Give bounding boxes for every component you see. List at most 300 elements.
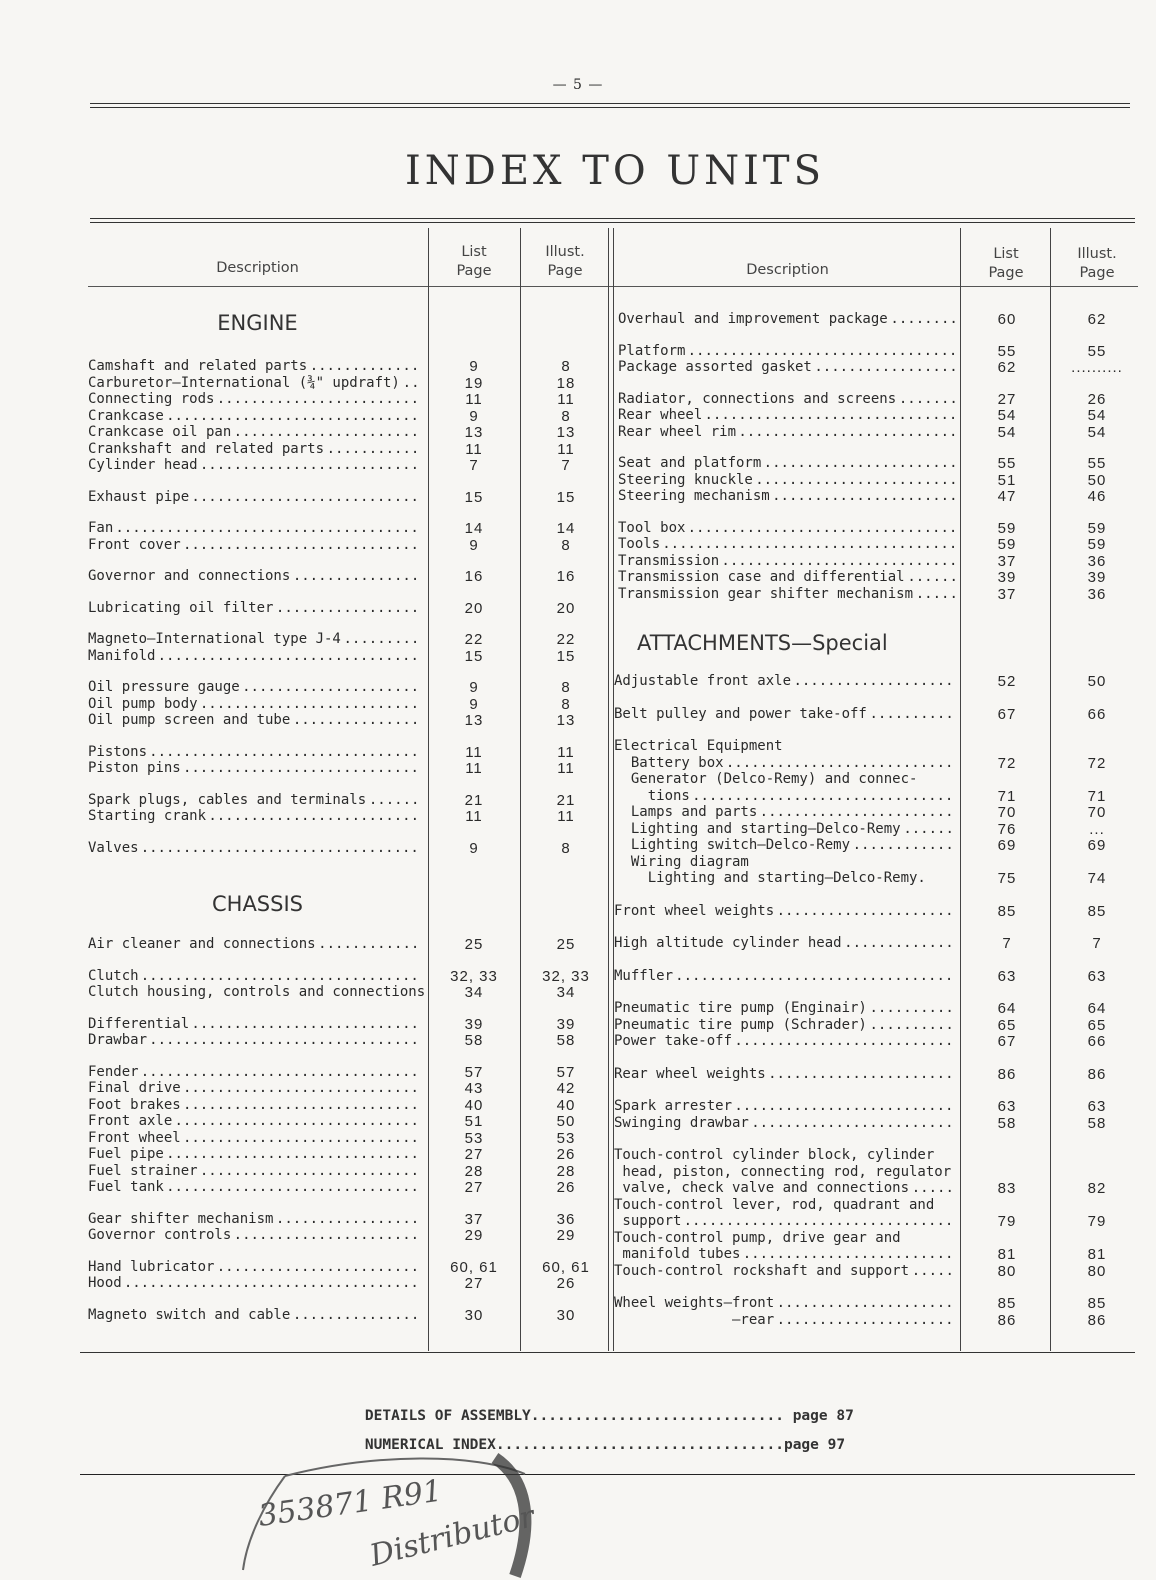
- illust-page-value: 36: [1087, 585, 1107, 603]
- dot-leader: ...............: [292, 712, 420, 728]
- list-page-value: 25: [464, 936, 484, 953]
- dot-leader: .................................: [140, 839, 419, 856]
- index-entry: [88, 760, 618, 777]
- index-entry: [88, 424, 618, 441]
- illust-page-value: 80: [1087, 1262, 1107, 1280]
- dot-leader: ...............: [292, 568, 420, 584]
- entry-description: Pistons: [88, 743, 148, 760]
- entry-description: Lubricating oil filter: [88, 599, 274, 616]
- index-entry: [88, 631, 618, 648]
- list-page-value: 72: [997, 754, 1017, 772]
- index-entry: [88, 1227, 618, 1244]
- index-entry: [88, 1307, 618, 1324]
- list-page-value: 40: [464, 1096, 484, 1114]
- illust-page-value: 82: [1087, 1180, 1107, 1197]
- dot-leader: .................................: [140, 967, 419, 984]
- illust-page-value: 15: [556, 647, 576, 665]
- list-page-value: 63: [997, 967, 1017, 985]
- dot-leader: ......................: [233, 424, 420, 440]
- illust-page-value: 59: [1087, 519, 1107, 537]
- dot-leader: ............: [852, 837, 954, 853]
- list-page-value: 32, 33: [450, 967, 498, 985]
- illust-page-value: 86: [1087, 1065, 1107, 1083]
- entry-description: Lighting switch—Delco-Remy: [614, 837, 851, 853]
- index-entry: [88, 1163, 618, 1180]
- dot-leader: .....................: [776, 902, 954, 919]
- list-page-value: 67: [997, 705, 1017, 723]
- list-page-value: 39: [997, 569, 1017, 586]
- entry-description: Lamps and parts: [614, 804, 758, 820]
- dot-leader: ..........: [869, 1016, 954, 1033]
- illust-page-value: 13: [556, 712, 576, 729]
- illust-page-value: 64: [1087, 1000, 1107, 1017]
- index-entry: [88, 457, 618, 474]
- illust-page-value: 15: [556, 488, 576, 506]
- dot-leader: ................................: [149, 1032, 419, 1048]
- entry-description: Pneumatic tire pump (Enginair): [614, 1000, 867, 1016]
- entry-description: Valves: [88, 839, 139, 856]
- illust-page-value: 8: [561, 839, 571, 857]
- illust-page-value: 57: [556, 1063, 576, 1081]
- entry-description: Tool box: [618, 519, 686, 536]
- entry-description: Spark arrester: [614, 1098, 733, 1114]
- index-entry: [618, 553, 1138, 570]
- illust-page-value: ...: [1089, 820, 1105, 838]
- list-page-value: 53: [464, 1129, 484, 1147]
- dot-leader: ...........................: [191, 488, 419, 505]
- dot-leader: .............................: [174, 1113, 419, 1129]
- dot-leader: .........: [343, 631, 420, 647]
- illust-page-value: 69: [1087, 837, 1107, 854]
- entry-description: tions: [614, 787, 690, 804]
- dot-leader: .......: [898, 390, 958, 407]
- entry-description: Lighting and starting—Delco-Remy.: [614, 870, 926, 886]
- list-page-value: 22: [464, 631, 484, 648]
- illust-page-value: 29: [556, 1227, 576, 1244]
- index-entry: [618, 536, 1138, 553]
- list-page-value: 71: [997, 787, 1017, 805]
- entry-description: Seat and platform: [618, 455, 762, 471]
- list-page-value: 13: [464, 424, 484, 441]
- dot-leader: ..............................: [166, 1146, 419, 1162]
- list-page-value: 37: [997, 585, 1017, 603]
- index-entry: [614, 1000, 1138, 1017]
- table-bottom-rule: [80, 1352, 1135, 1353]
- index-entry: [614, 1147, 1138, 1164]
- list-page-value: 15: [464, 647, 484, 665]
- list-page-value: 20: [464, 599, 484, 617]
- index-entry: [88, 1032, 618, 1049]
- entry-description: Electrical Equipment: [614, 738, 783, 754]
- illust-page-value: 26: [556, 1275, 576, 1292]
- entry-description: Lighting and starting—Delco-Remy: [614, 820, 901, 837]
- illust-page-value: 28: [556, 1162, 576, 1180]
- illust-page-value: 26: [556, 1146, 576, 1163]
- entry-description: Touch-control lever, rod, quadrant and: [614, 1196, 935, 1213]
- entry-description: Touch-control pump, drive gear and: [614, 1229, 901, 1246]
- entry-description: Fuel pipe: [88, 1146, 164, 1162]
- index-entry: [614, 837, 1138, 854]
- entry-description: Air cleaner and connections: [88, 936, 316, 952]
- index-entry: [618, 407, 1138, 424]
- entry-description: valve, check valve and connections: [614, 1180, 910, 1196]
- entry-description: Exhaust pipe: [88, 488, 190, 505]
- dot-leader: ............................: [721, 552, 958, 569]
- dot-leader: ......................: [233, 1227, 420, 1243]
- list-page-value: 27: [464, 1275, 484, 1292]
- entry-description: Touch-control rockshaft and support: [614, 1262, 910, 1279]
- list-page-value: 27: [464, 1179, 484, 1196]
- entry-description: support: [614, 1213, 682, 1229]
- dot-leader: ........................: [216, 391, 420, 407]
- index-entry: [88, 408, 618, 425]
- dot-leader: .....................: [776, 1311, 954, 1328]
- entry-description: Crankcase oil pan: [88, 424, 232, 440]
- section-heading-engine: ENGINE: [217, 311, 298, 335]
- index-entry: [614, 968, 1138, 985]
- entry-description: Overhaul and improvement package: [618, 311, 888, 327]
- entry-description: Magneto switch and cable: [88, 1306, 291, 1323]
- index-entry: [88, 712, 618, 729]
- index-entry: [88, 1080, 618, 1097]
- dot-leader: ...................................: [123, 1275, 419, 1291]
- entry-description: Starting crank: [88, 808, 207, 824]
- dot-leader: ...............................: [157, 647, 419, 664]
- illust-page-value: 46: [1087, 488, 1107, 505]
- table-top-rule: [90, 218, 1135, 219]
- list-page-value: 55: [997, 455, 1017, 472]
- dot-leader: .....: [915, 585, 958, 602]
- entry-description: Gear shifter mechanism: [88, 1210, 274, 1227]
- dot-leader: ....................................: [115, 520, 419, 536]
- entry-description: Transmission case and differential: [618, 569, 905, 585]
- entry-description: Touch-control cylinder block, cylinder: [614, 1147, 935, 1163]
- list-page-value: 85: [997, 1295, 1017, 1312]
- table-top-rule-2: [90, 222, 1135, 223]
- svg-text:Distributor: Distributor: [366, 1499, 538, 1574]
- entry-description: Wheel weights—front: [614, 1295, 775, 1311]
- illust-page-value: 55: [1087, 342, 1107, 360]
- illust-page-value: 8: [561, 407, 571, 425]
- index-entry: [614, 788, 1138, 805]
- entry-description: Rear wheel rim: [618, 423, 737, 440]
- entry-description: Crankshaft and related parts: [88, 440, 325, 457]
- illust-page-value: 34: [556, 984, 576, 1001]
- header-list-page: List Page: [988, 246, 1024, 281]
- list-page-value: 86: [997, 1311, 1017, 1329]
- index-entry: [88, 1179, 618, 1196]
- index-entry: [614, 1017, 1138, 1034]
- list-page-value: 7: [1002, 935, 1012, 952]
- illust-page-value: 40: [556, 1096, 576, 1114]
- illust-page-value: 63: [1087, 1098, 1107, 1115]
- list-page-value: 14: [464, 520, 484, 537]
- list-page-value: 54: [997, 423, 1017, 441]
- index-entry: [614, 738, 1138, 755]
- list-page-value: 30: [464, 1306, 484, 1324]
- list-page-value: 62: [997, 359, 1017, 376]
- illust-page-value: 66: [1087, 705, 1107, 723]
- list-page-value: 51: [997, 471, 1017, 489]
- illust-page-value: 18: [556, 374, 576, 392]
- index-entry: [618, 343, 1138, 360]
- dot-leader: ........................: [751, 1114, 954, 1131]
- dot-leader: ..........: [869, 1000, 954, 1016]
- illust-page-value: 8: [561, 679, 571, 696]
- illust-page-value: 7: [1092, 935, 1102, 952]
- entry-description: Belt pulley and power take-off: [614, 705, 867, 722]
- illust-page-value: 70: [1087, 804, 1107, 821]
- illust-page-value: 11: [557, 440, 575, 458]
- dot-leader: ...............: [292, 1306, 420, 1323]
- illust-page-value: 30: [556, 1306, 576, 1324]
- index-entry: [88, 808, 618, 825]
- list-page-value: 11: [465, 760, 483, 777]
- index-entry: [88, 1211, 618, 1228]
- index-entry: [88, 984, 618, 1001]
- entry-description: Front wheel: [88, 1129, 181, 1146]
- index-entry: [88, 936, 618, 953]
- entry-description: Clutch: [88, 967, 139, 984]
- index-entry: [614, 1213, 1138, 1230]
- index-entry: [618, 455, 1138, 472]
- index-entry: [88, 679, 618, 696]
- list-page-value: 11: [465, 391, 483, 408]
- dot-leader: ........................: [755, 471, 958, 488]
- dot-leader: ..............................: [704, 407, 958, 423]
- dot-leader: ................................: [687, 519, 958, 536]
- dot-leader: .................: [275, 1210, 420, 1227]
- entry-description: Governor controls: [88, 1227, 232, 1243]
- dot-leader: ...................: [793, 673, 954, 689]
- list-page-value: 34: [464, 984, 484, 1001]
- illust-page-value: 79: [1087, 1213, 1107, 1230]
- index-entry: [618, 488, 1138, 505]
- list-page-value: 69: [997, 837, 1017, 854]
- illust-page-value: 50: [556, 1113, 576, 1130]
- illust-page-value: 81: [1087, 1246, 1107, 1263]
- list-page-value: 43: [464, 1080, 484, 1097]
- illust-page-value: 66: [1087, 1033, 1107, 1050]
- list-page-value: 51: [464, 1113, 484, 1130]
- entry-description: Crankcase: [88, 407, 164, 424]
- dot-leader: ..........................: [734, 1033, 954, 1049]
- illust-page-value: 11: [557, 391, 575, 408]
- index-entry: [614, 935, 1138, 952]
- header-list-page: List Page: [456, 244, 492, 279]
- index-entry: [614, 771, 1138, 788]
- index-entry: [618, 311, 1138, 328]
- dot-leader: ......................: [772, 488, 958, 504]
- illust-page-value: 85: [1087, 902, 1107, 920]
- entry-description: Generator (Delco-Remy) and connec-: [614, 771, 918, 787]
- illust-page-value: 14: [556, 520, 576, 537]
- illust-page-value: 58: [1087, 1114, 1107, 1132]
- entry-description: Oil pump body: [88, 695, 198, 712]
- illust-page-value: 16: [556, 568, 576, 585]
- list-page-value: 13: [464, 712, 484, 729]
- header-illust-page: Illust. Page: [545, 244, 585, 279]
- entry-description: head, piston, connecting rod, regulator: [614, 1163, 952, 1180]
- entry-description: Tools: [618, 536, 661, 552]
- illust-page-value: 60, 61: [542, 1258, 590, 1276]
- index-entry: [614, 1033, 1138, 1050]
- list-page-value: 11: [465, 743, 483, 761]
- list-page-value: 67: [997, 1033, 1017, 1050]
- index-entry: [614, 1312, 1138, 1329]
- handwritten-annotation: [225, 1448, 545, 1580]
- illust-page-value: 42: [556, 1080, 576, 1097]
- list-page-value: 27: [464, 1146, 484, 1163]
- list-page-value: 54: [997, 407, 1017, 424]
- entry-description: Transmission gear shifter mechanism: [618, 585, 914, 602]
- footer-line: NUMERICAL INDEX.................................page 97: [364, 1437, 846, 1453]
- illust-page-value: 7: [561, 457, 571, 474]
- dot-leader: ...........: [326, 440, 420, 457]
- index-entry: [88, 441, 618, 458]
- entry-description: Oil pressure gauge: [88, 679, 240, 695]
- entry-description: Clutch housing, controls and connections: [88, 984, 426, 1000]
- dot-leader: .....................: [242, 679, 420, 695]
- illust-page-value: 63: [1087, 967, 1107, 985]
- index-entry: [88, 600, 618, 617]
- illust-page-value: 26: [556, 1179, 576, 1196]
- index-entry: [614, 1098, 1138, 1115]
- entry-description: Rear wheel weights: [614, 1065, 766, 1082]
- dot-leader: ...................................: [662, 536, 958, 552]
- illust-page-value: 8: [561, 695, 571, 713]
- entry-description: Power take-off: [614, 1033, 733, 1049]
- list-page-value: 16: [464, 568, 484, 585]
- entry-description: Hood: [88, 1275, 122, 1291]
- entry-description: Transmission: [618, 552, 720, 569]
- index-entry: [614, 1066, 1138, 1083]
- list-page-value: 86: [997, 1065, 1017, 1083]
- list-page-value: 79: [997, 1213, 1017, 1230]
- index-entry: [618, 472, 1138, 489]
- illust-page-value: 8: [561, 536, 571, 554]
- dot-leader: ......: [368, 791, 420, 808]
- index-entry: [88, 537, 618, 554]
- illust-page-value: 72: [1087, 754, 1107, 772]
- illust-page-value: 26: [1087, 390, 1107, 408]
- page-number: — 5 —: [552, 77, 604, 93]
- dot-leader: ................................: [687, 342, 958, 359]
- index-entry: [88, 968, 618, 985]
- entry-description: Radiator, connections and screens: [618, 390, 897, 407]
- list-page-value: 60: [997, 311, 1017, 328]
- illust-page-value: 54: [1087, 423, 1107, 441]
- entry-description: Differential: [88, 1015, 190, 1032]
- dot-leader: ........................: [216, 1258, 420, 1275]
- svg-text:353871 R91: 353871 R91: [256, 1473, 445, 1534]
- entry-description: Front wheel weights: [614, 902, 775, 919]
- dot-leader: .....: [911, 1262, 954, 1279]
- illust-page-value: 50: [1087, 471, 1107, 489]
- list-page-value: 57: [464, 1063, 484, 1081]
- dot-leader: ..........................: [199, 695, 420, 712]
- entry-description: Swinging drawbar: [614, 1114, 749, 1131]
- dot-leader: .................: [814, 359, 958, 375]
- entry-description: Fuel strainer: [88, 1162, 198, 1179]
- list-page-value: 7: [469, 457, 479, 474]
- dot-leader: .................................: [140, 1063, 419, 1080]
- list-page-value: 11: [465, 440, 483, 458]
- illust-page-value: 86: [1087, 1311, 1107, 1329]
- index-entry: [614, 706, 1138, 723]
- index-entry: [88, 1130, 618, 1147]
- dot-leader: ................................: [683, 1213, 954, 1229]
- index-entry: [614, 1180, 1138, 1197]
- index-entry: [618, 520, 1138, 537]
- entry-description: Fuel tank: [88, 1179, 164, 1195]
- entry-description: Hand lubricator: [88, 1258, 215, 1275]
- index-entry: [618, 586, 1138, 603]
- index-entry: [88, 840, 618, 857]
- entry-description: Cylinder head: [88, 457, 198, 473]
- entry-description: Final drive: [88, 1080, 181, 1096]
- list-page-value: 60, 61: [450, 1258, 498, 1276]
- illust-page-value: 13: [556, 424, 576, 441]
- entry-description: Front cover: [88, 536, 181, 553]
- illust-page-value: 36: [1087, 552, 1107, 570]
- illust-page-value: 32, 33: [542, 967, 590, 985]
- index-entry: [614, 1263, 1138, 1280]
- index-entry: [88, 1064, 618, 1081]
- list-page-value: 9: [469, 536, 479, 554]
- list-page-value: 83: [997, 1180, 1017, 1197]
- section-heading-chassis: CHASSIS: [211, 892, 303, 916]
- index-entry: [88, 1259, 618, 1276]
- dot-leader: ............................: [182, 760, 419, 776]
- list-page-value: 37: [464, 1210, 484, 1228]
- list-page-value: 29: [464, 1227, 484, 1244]
- dot-leader: ............................: [182, 1080, 419, 1096]
- illust-page-value: 50: [1087, 673, 1107, 690]
- entry-description: Muffler: [614, 967, 674, 984]
- index-entry: [618, 359, 1138, 376]
- dot-leader: ............................: [182, 1096, 419, 1113]
- illust-page-value: 11: [557, 743, 575, 761]
- entry-description: Battery box: [614, 754, 724, 771]
- entry-description: Camshaft and related parts: [88, 358, 308, 374]
- dot-leader: ......: [903, 820, 954, 837]
- index-entry: [614, 1246, 1138, 1263]
- header-description: Description: [216, 260, 299, 276]
- index-entry: [618, 569, 1138, 586]
- index-entry: [614, 870, 1138, 887]
- list-page-value: 58: [997, 1114, 1017, 1132]
- dot-leader: ..........: [869, 705, 954, 722]
- list-page-value: 70: [997, 804, 1017, 821]
- list-page-value: 11: [465, 808, 483, 825]
- list-page-value: 19: [464, 374, 484, 392]
- dot-leader: .............: [844, 935, 954, 951]
- list-page-value: 28: [464, 1162, 484, 1180]
- top-rule-2: [90, 107, 1130, 108]
- illust-page-value: 11: [557, 760, 575, 777]
- index-entry: [88, 1016, 618, 1033]
- list-page-value: 9: [469, 358, 479, 375]
- list-page-value: 58: [464, 1032, 484, 1049]
- list-page-value: 9: [469, 839, 479, 857]
- dot-leader: ..........................: [734, 1098, 954, 1114]
- dot-leader: ...........................: [725, 754, 954, 771]
- entry-description: Fan: [88, 520, 114, 536]
- entry-description: Package assorted gasket: [618, 359, 812, 375]
- list-page-value: 9: [469, 695, 479, 713]
- index-entry: [618, 391, 1138, 408]
